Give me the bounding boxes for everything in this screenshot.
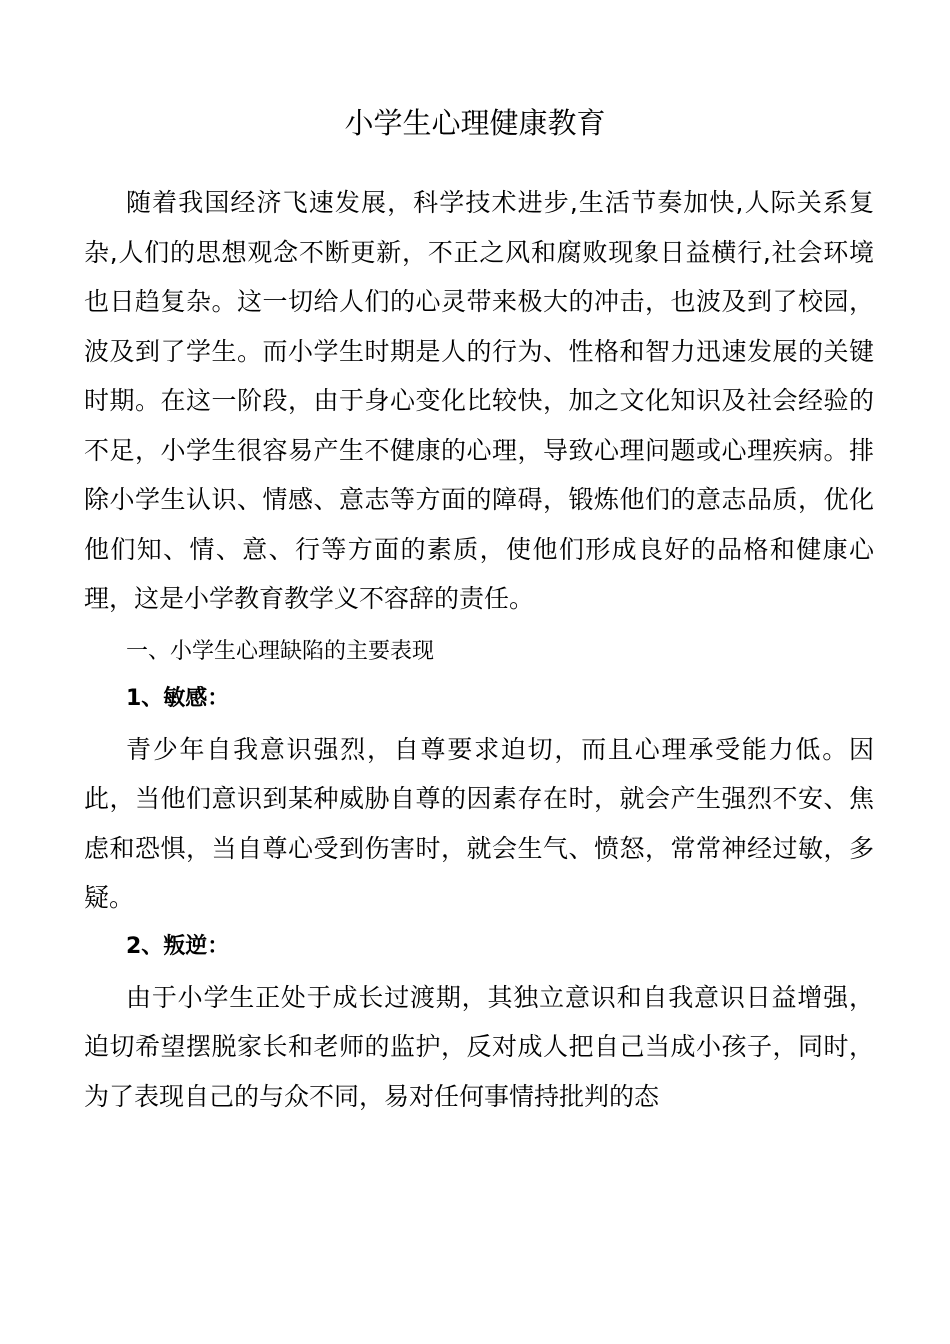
section-heading: 一、小学生心理缺陷的主要表现 (126, 638, 435, 664)
intro-paragraph: 随着我国经济飞速发展，科学技术进步,生活节奏加快,人际关系复杂,人们的思想观念不断更新，不正之风和腐败现象日益横行,社会环境也日趋复杂。这一切给人们的心灵带来极大的冲击，也波及到了校园，波及到了学生。而小学生时期是人的行为、性格和智力迅速发展的关键时期。在这一阶段，由于身心变化比较快，加之文化知识及社会经验的不足，小学生很容易产生不健康的心理，导致心理问题或心理疾病。排除小学生认识、情感、意志等方面的障碍，锻炼他们的意志品质，优化他们知、情、意、行等方面的素质，使他们形成良好的品格和健康心理，这是小学教育教学义不容辞的责任。 (84, 188, 874, 613)
subsection-heading-sensitive: 1、敏感： (126, 685, 230, 711)
document-title: 小学生心理健康教育 (344, 106, 606, 140)
subsection-paragraph-sensitive: 青少年自我意识强烈，自尊要求迫切，而且心理承受能力低。因此，当他们意识到某种威胁自尊的因素存在时，就会产生强烈不安、焦虑和恐惧，当自尊心受到伤害时，就会生气、愤怒，常常神经过敏，多疑。 (84, 734, 874, 912)
subsection-heading-rebellious: 2、叛逆： (126, 933, 230, 959)
subsection-paragraph-rebellious: 由于小学生正处于成长过渡期，其独立意识和自我意识日益增强，迫切希望摆脱家长和老师的监护，反对成人把自己当成小孩子，同时，为了表现自己的与众不同，易对任何事情持批判的态 (84, 982, 874, 1111)
document-body (84, 178, 874, 1121)
